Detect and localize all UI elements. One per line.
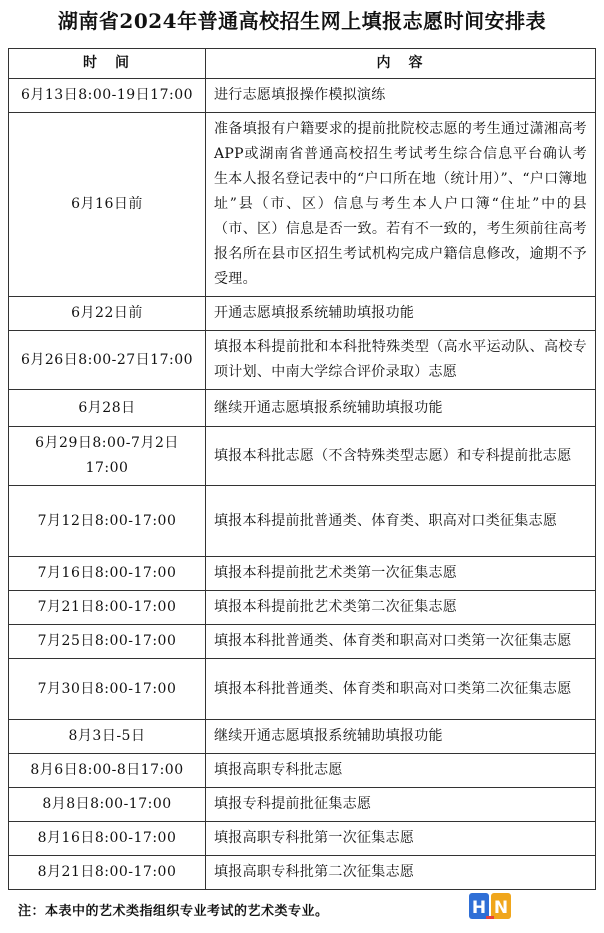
content-cell: 填报本科提前批普通类、体育类、职高对口类征集志愿 <box>206 486 596 557</box>
time-cell: 8月3日-5日 <box>9 720 206 754</box>
time-cell: 8月6日8:00-8日17:00 <box>9 754 206 788</box>
table-row <box>9 79 596 113</box>
table-row <box>9 297 596 331</box>
table-row <box>9 486 596 557</box>
time-cell: 7月16日8:00-17:00 <box>9 557 206 591</box>
table-row <box>9 856 596 890</box>
table-row <box>9 113 596 297</box>
content-cell: 继续开通志愿填报系统辅助填报功能 <box>206 720 596 754</box>
time-cell: 8月21日8:00-17:00 <box>9 856 206 890</box>
schedule-table <box>8 48 596 890</box>
table-header-row <box>9 49 596 79</box>
content-cell: 填报本科提前批艺术类第一次征集志愿 <box>206 557 596 591</box>
svg-text:H: H <box>471 898 487 918</box>
table-row <box>9 591 596 625</box>
table-row <box>9 720 596 754</box>
time-cell: 6月28日 <box>9 390 206 427</box>
time-cell: 6月16日前 <box>9 113 206 297</box>
content-cell: 进行志愿填报操作模拟演练 <box>206 79 596 113</box>
time-cell: 8月16日8:00-17:00 <box>9 822 206 856</box>
content-cell: 填报专科提前批征集志愿 <box>206 788 596 822</box>
table-row <box>9 822 596 856</box>
time-cell: 7月12日8:00-17:00 <box>9 486 206 557</box>
table-row <box>9 788 596 822</box>
content-cell: 继续开通志愿填报系统辅助填报功能 <box>206 390 596 427</box>
header-time: 时 间 <box>9 49 206 79</box>
content-cell: 填报本科提前批艺术类第二次征集志愿 <box>206 591 596 625</box>
content-cell: 填报本科批普通类、体育类和职高对口类第一次征集志愿 <box>206 625 596 659</box>
time-cell: 7月21日8:00-17:00 <box>9 591 206 625</box>
time-cell: 7月25日8:00-17:00 <box>9 625 206 659</box>
footnote: 注：本表中的艺术类指组织专业考试的艺术类专业。 <box>18 904 329 919</box>
content-cell: 填报高职专科批志愿 <box>206 754 596 788</box>
svg-text:N: N <box>493 898 509 918</box>
content-cell: 填报本科提前批和本科批特殊类型（高水平运动队、高校专项计划、中南大学综合评价录取）志愿 <box>206 331 596 390</box>
content-cell: 填报本科批普通类、体育类和职高对口类第二次征集志愿 <box>206 659 596 720</box>
hn-logo-icon <box>468 892 512 922</box>
content-cell: 填报本科批志愿（不含特殊类型志愿）和专科提前批志愿 <box>206 427 596 486</box>
time-cell: 6月26日8:00-27日17:00 <box>9 331 206 390</box>
header-content: 内 容 <box>206 49 596 79</box>
content-cell: 填报高职专科批第二次征集志愿 <box>206 856 596 890</box>
table-row <box>9 754 596 788</box>
content-cell: 准备填报有户籍要求的提前批院校志愿的考生通过潇湘高考APP或湖南省普通高校招生考试考生综合信息平台确认考生本人报名登记表中的“户口所在地（统计用）”、“户口簿地址”县（市、区）信息与考生本人户口簿“住址”中的县（市、区）信息是否一致。若有不一致的，考生须前往高考报名所在县市区招生考试机构完成户籍信息修改，逾期不予受理。 <box>206 113 596 297</box>
time-cell: 6月13日8:00-19日17:00 <box>9 79 206 113</box>
content-cell: 开通志愿填报系统辅助填报功能 <box>206 297 596 331</box>
time-cell: 6月22日前 <box>9 297 206 331</box>
time-cell: 6月29日8:00-7月2日17:00 <box>9 427 206 486</box>
table-row <box>9 427 596 486</box>
table-row <box>9 659 596 720</box>
table-row <box>9 557 596 591</box>
time-cell: 8月8日8:00-17:00 <box>9 788 206 822</box>
table-row <box>9 331 596 390</box>
time-cell: 7月30日8:00-17:00 <box>9 659 206 720</box>
table-row <box>9 625 596 659</box>
page-title: 湖南省2024年普通高校招生网上填报志愿时间安排表 <box>57 9 547 33</box>
table-row <box>9 390 596 427</box>
content-cell: 填报高职专科批第一次征集志愿 <box>206 822 596 856</box>
